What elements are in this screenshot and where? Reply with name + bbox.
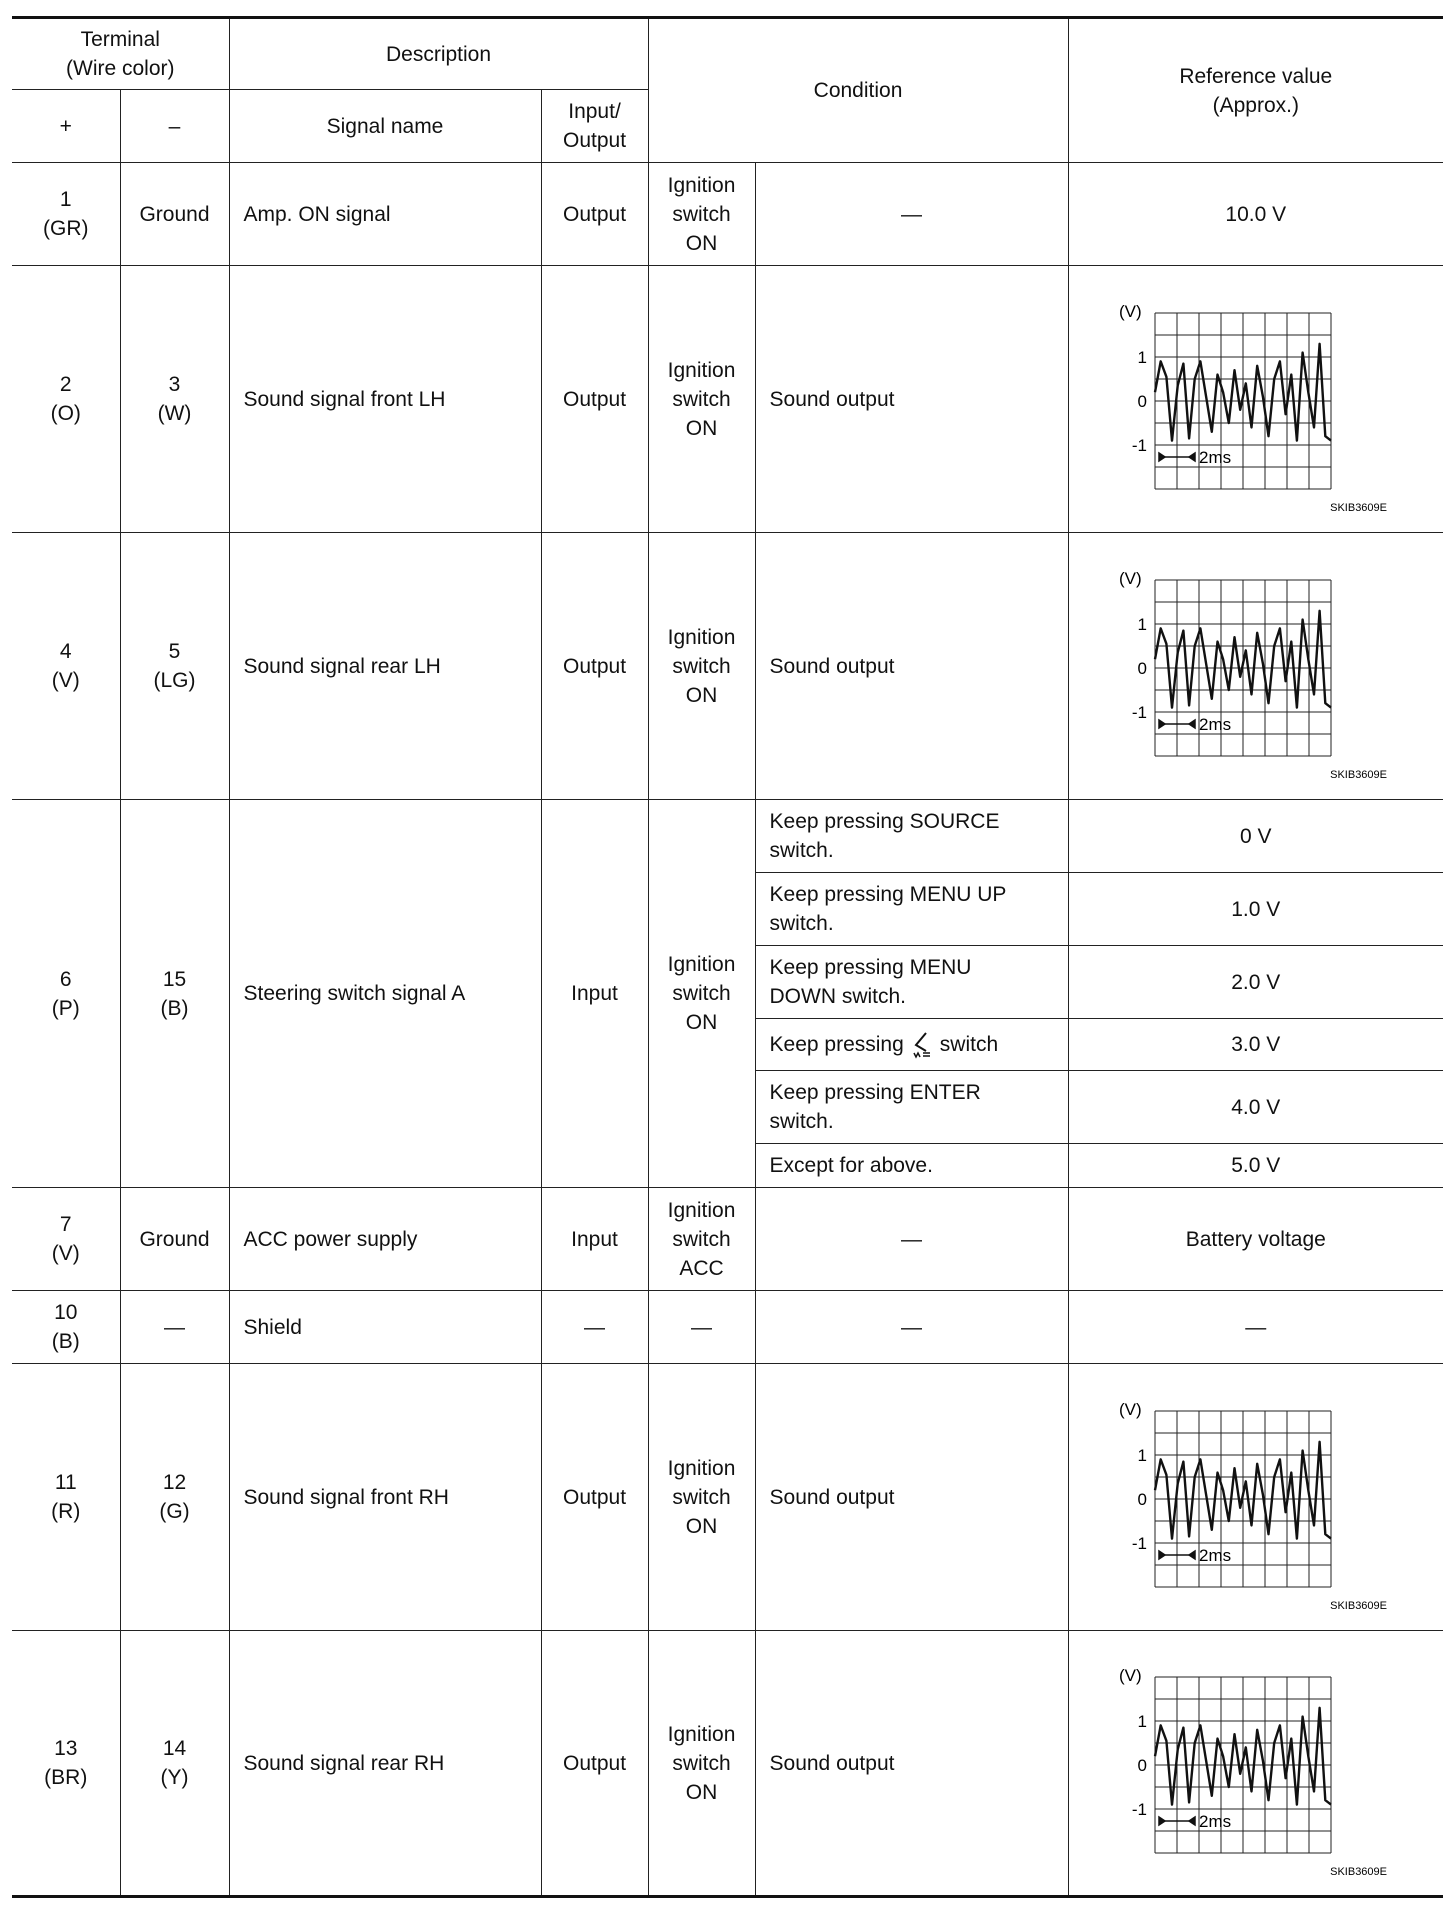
table-row (12, 1188, 1443, 1291)
minus-terminal: 5 (LG) (120, 533, 229, 800)
signal-name: Amp. ON signal (229, 163, 541, 266)
waveform-y-label: -1 (1131, 703, 1147, 722)
waveform-y-label: 0 (1137, 1756, 1147, 1775)
ignition-state: Ignition switch ON (648, 1631, 755, 1897)
header-minus: – (120, 90, 229, 163)
plus-terminal: 4 (V) (12, 533, 120, 800)
waveform-unit-label: (V) (1118, 1400, 1142, 1419)
table-row (12, 1631, 1443, 1897)
condition: — (755, 1291, 1068, 1364)
io-value: Output (541, 1631, 648, 1897)
io-value: Output (541, 533, 648, 800)
condition: Sound output (755, 1631, 1068, 1897)
plus-terminal: 2 (O) (12, 266, 120, 533)
sub-reference: 2.0 V (1068, 946, 1443, 1019)
signal-name: Sound signal front LH (229, 266, 541, 533)
signal-name: Sound signal front RH (229, 1364, 541, 1631)
minus-terminal: 3 (W) (120, 266, 229, 533)
ignition-state: Ignition switch ON (648, 1364, 755, 1631)
time-scale-label: 2ms (1198, 715, 1231, 734)
sub-condition: Except for above. (755, 1144, 1068, 1188)
minus-terminal: Ground (120, 163, 229, 266)
header-io: Input/ Output (541, 90, 648, 163)
plus-terminal: 10 (B) (12, 1291, 120, 1364)
plus-terminal: 6 (P) (12, 800, 120, 1188)
waveform-chart (1111, 1643, 1401, 1883)
condition: Sound output (755, 266, 1068, 533)
table-row (12, 163, 1443, 266)
minus-terminal: Ground (120, 1188, 229, 1291)
waveform-chart (1111, 546, 1401, 786)
header-reference: Reference value (Approx.) (1068, 18, 1443, 163)
time-scale-label: 2ms (1198, 448, 1231, 467)
waveform-y-label: 0 (1137, 1490, 1147, 1509)
condition: — (755, 1188, 1068, 1291)
sub-condition: Keep pressing SOURCE switch. (755, 800, 1068, 873)
waveform-y-label: -1 (1131, 436, 1147, 455)
waveform-chart (1111, 279, 1401, 519)
io-value: Input (541, 800, 648, 1188)
signal-name: Sound signal rear RH (229, 1631, 541, 1897)
table-row (12, 1291, 1443, 1364)
minus-terminal: 15 (B) (120, 800, 229, 1188)
table-row (12, 800, 1443, 873)
header-terminal: Terminal (Wire color) (12, 18, 229, 90)
reference-waveform (1068, 1364, 1443, 1631)
table-row (12, 1364, 1443, 1631)
sub-reference: 3.0 V (1068, 1019, 1443, 1071)
ignition-state: Ignition switch ON (648, 163, 755, 266)
signal-name: ACC power supply (229, 1188, 541, 1291)
condition: — (755, 163, 1068, 266)
plus-terminal: 11 (R) (12, 1364, 120, 1631)
waveform-y-label: 0 (1137, 392, 1147, 411)
plus-terminal: 13 (BR) (12, 1631, 120, 1897)
condition: Sound output (755, 533, 1068, 800)
reference-value: Battery voltage (1068, 1188, 1443, 1291)
header-condition: Condition (648, 18, 1068, 163)
header-row-1 (12, 18, 1443, 90)
io-value: Input (541, 1188, 648, 1291)
figure-code: SKIB3609E (1329, 1600, 1387, 1612)
ignition-state: Ignition switch ON (648, 800, 755, 1188)
sub-condition: Keep pressing MENU UP switch. (755, 873, 1068, 946)
plus-terminal: 1 (GR) (12, 163, 120, 266)
ignition-state: Ignition switch ACC (648, 1188, 755, 1291)
sub-condition: Keep pressing ENTER switch. (755, 1071, 1068, 1144)
waveform-y-label: 1 (1137, 348, 1147, 367)
terminal-spec-table (12, 16, 1443, 1898)
minus-terminal: 14 (Y) (120, 1631, 229, 1897)
reference-value: 10.0 V (1068, 163, 1443, 266)
plus-terminal: 7 (V) (12, 1188, 120, 1291)
waveform-unit-label: (V) (1118, 302, 1142, 321)
figure-code: SKIB3609E (1329, 769, 1387, 781)
reference-waveform (1068, 1631, 1443, 1897)
waveform-y-label: 1 (1137, 1446, 1147, 1465)
waveform-chart (1111, 1377, 1401, 1617)
signal-name: Steering switch signal A (229, 800, 541, 1188)
minus-terminal: — (120, 1291, 229, 1364)
signal-name: Shield (229, 1291, 541, 1364)
sub-reference: 1.0 V (1068, 873, 1443, 946)
ignition-state: Ignition switch ON (648, 266, 755, 533)
waveform-y-label: 0 (1137, 659, 1147, 678)
reference-waveform (1068, 266, 1443, 533)
reference-value: — (1068, 1291, 1443, 1364)
sub-reference: 4.0 V (1068, 1071, 1443, 1144)
sub-condition: Keep pressing MENU DOWN switch. (755, 946, 1068, 1019)
reference-waveform (1068, 533, 1443, 800)
io-value: Output (541, 266, 648, 533)
waveform-y-label: -1 (1131, 1800, 1147, 1819)
sub-reference: 5.0 V (1068, 1144, 1443, 1188)
io-value: Output (541, 163, 648, 266)
waveform-unit-label: (V) (1118, 569, 1142, 588)
sub-reference: 0 V (1068, 800, 1443, 873)
waveform-y-label: 1 (1137, 1712, 1147, 1731)
header-plus: + (12, 90, 120, 163)
waveform-y-label: 1 (1137, 615, 1147, 634)
time-scale-label: 2ms (1198, 1812, 1231, 1831)
sub-condition: Keep pressing switch (755, 1019, 1068, 1071)
time-scale-label: 2ms (1198, 1546, 1231, 1565)
table-row (12, 266, 1443, 533)
table-row (12, 533, 1443, 800)
voice-talk-switch-icon (910, 1031, 934, 1059)
figure-code: SKIB3609E (1329, 1866, 1387, 1878)
figure-code: SKIB3609E (1329, 502, 1387, 514)
ignition-state: Ignition switch ON (648, 533, 755, 800)
waveform-unit-label: (V) (1118, 1666, 1142, 1685)
signal-name: Sound signal rear LH (229, 533, 541, 800)
minus-terminal: 12 (G) (120, 1364, 229, 1631)
header-signal-name: Signal name (229, 90, 541, 163)
io-value: Output (541, 1364, 648, 1631)
header-description: Description (229, 18, 648, 90)
condition: Sound output (755, 1364, 1068, 1631)
waveform-y-label: -1 (1131, 1534, 1147, 1553)
io-value: — (541, 1291, 648, 1364)
ignition-state: — (648, 1291, 755, 1364)
